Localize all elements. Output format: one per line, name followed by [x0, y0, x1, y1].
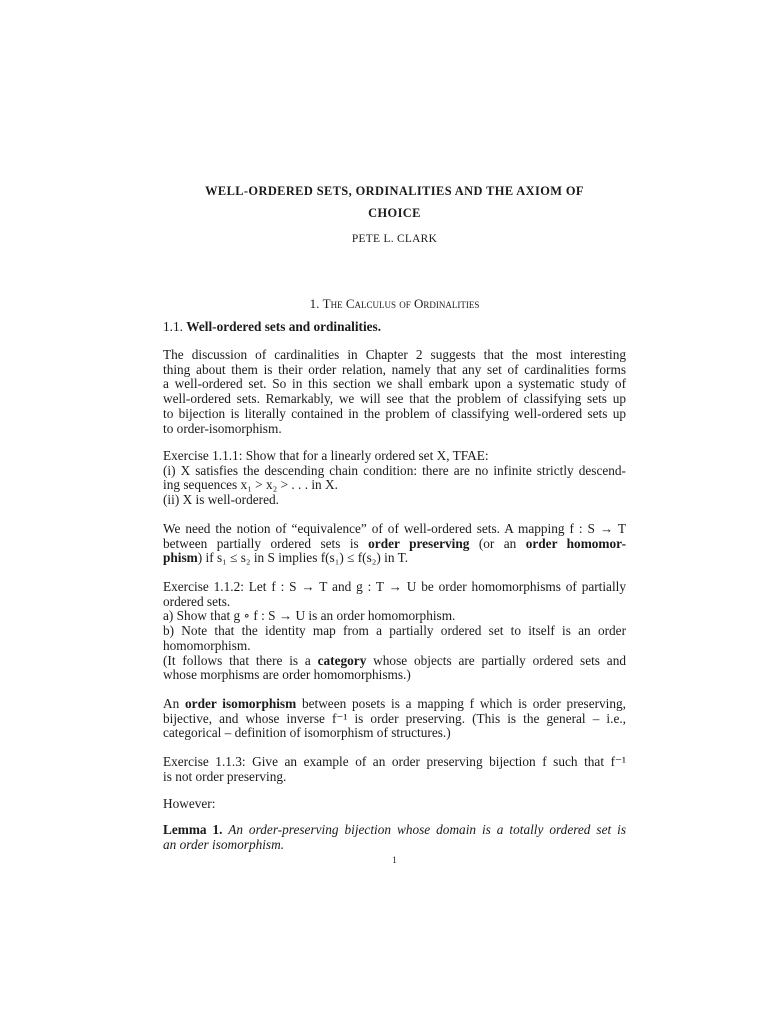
text-line: categorical – definition of isomorphism of structures.)	[163, 725, 451, 741]
section-title: The Calculus of Ordinalities	[322, 296, 480, 311]
lemma-1	[163, 823, 626, 852]
text-fragment: whose objects are partially ordered sets and	[366, 652, 626, 668]
text-line: bijective, and whose inverse f⁻¹ is order preserving. (This is the general – i.e.,	[163, 710, 626, 726]
author: PETE L. CLARK	[351, 233, 438, 245]
text-fragment: An	[163, 696, 186, 711]
subsection-heading	[163, 319, 381, 335]
text-line: (ii) X is well-ordered.	[163, 492, 279, 508]
text-line: Exercise 1.1.2: Let f : S → T and g : T → U be order homomorphisms of partially	[163, 579, 626, 594]
paragraph-isomorphism	[163, 697, 626, 741]
text-line	[163, 537, 626, 552]
paragraph-equivalence	[163, 522, 626, 566]
section-number: 1.	[309, 296, 320, 311]
text-line: ing sequences x₁ > x₂ > . . . in X.	[163, 477, 338, 493]
subsection-number: 1.1.	[163, 319, 183, 334]
text-line: b) Note that the identity map from a partially ordered set to itself is an order	[163, 623, 626, 639]
term-order-preserving: order preserving	[368, 535, 470, 551]
term-order-isomorphism: order isomorphism	[185, 696, 297, 711]
paper-title	[163, 180, 626, 224]
text-line: Exercise 1.1.1: Show that for a linearly ordered set X, TFAE:	[163, 448, 489, 463]
text-fragment: between partially ordered sets is	[163, 535, 369, 551]
text-line: ordered sets.	[163, 593, 231, 609]
however-text	[163, 797, 626, 812]
text-line	[163, 823, 626, 838]
text-line: However:	[163, 796, 216, 811]
text-line	[163, 551, 626, 566]
text-fragment: between posets is a mapping f which is order preserving,	[296, 696, 626, 711]
term-order-homomorphism: order homomor-	[525, 535, 626, 551]
text-fragment: ) if s₁ ≤ s₂ in S implies f(s₁) ≤ f(s₂) in T.	[197, 550, 409, 566]
text-line: a) Show that g ∘ f : S → U is an order homomorphism.	[163, 608, 456, 624]
text-line: a well-ordered set. So in this section we shall embark upon a systematic study of	[163, 376, 626, 392]
subsection-title: Well-ordered sets and ordinalities.	[186, 319, 382, 334]
term-category: category	[317, 652, 367, 668]
exercise-1-1-1	[163, 449, 626, 508]
text-line: thing about them is their order relation, namely that any set of cardinalities forms	[163, 361, 626, 377]
text-line: to bijection is literally contained in the problem of classifying well-ordered sets up	[163, 405, 626, 421]
title-line-1: WELL-ORDERED SETS, ORDINALITIES AND THE AXIOM OF	[205, 184, 584, 198]
text-line	[163, 654, 626, 669]
exercise-1-1-3	[163, 755, 626, 784]
term-order-homomorphism-end: phism	[163, 550, 198, 566]
text-line: homomorphism.	[163, 637, 251, 653]
text-line: well-ordered sets. Remarkably, we will see that the problem of classifying sets up	[163, 391, 626, 407]
text-line: an order isomorphism.	[163, 836, 285, 852]
lemma-label: Lemma 1.	[163, 822, 223, 837]
lemma-statement: An order-preserving bijection whose domain is a totally ordered set is	[222, 822, 626, 837]
text-line: to order-isomorphism.	[163, 420, 282, 436]
text-fragment: (or an	[469, 535, 526, 551]
text-line: We need the notion of “equivalence” of of well-ordered sets. A mapping f : S → T	[163, 521, 626, 536]
exercise-1-1-2	[163, 580, 626, 683]
page-number: 1	[392, 855, 397, 865]
text-line: is not order preserving.	[163, 768, 287, 784]
paragraph-intro	[163, 348, 626, 436]
text-line: The discussion of cardinalities in Chapter 2 suggests that the most interesting	[163, 347, 626, 362]
text-fragment: (It follows that there is a	[163, 652, 318, 668]
title-line-2: CHOICE	[368, 206, 421, 220]
text-line: (i) X satisfies the descending chain condition: there are no infinite strictly descend-	[163, 462, 626, 478]
section-heading	[163, 296, 626, 312]
text-line: Exercise 1.1.3: Give an example of an order preserving bijection f such that f⁻¹	[163, 754, 626, 769]
text-line	[163, 697, 626, 712]
text-line: whose morphisms are order homomorphisms.)	[163, 667, 411, 683]
